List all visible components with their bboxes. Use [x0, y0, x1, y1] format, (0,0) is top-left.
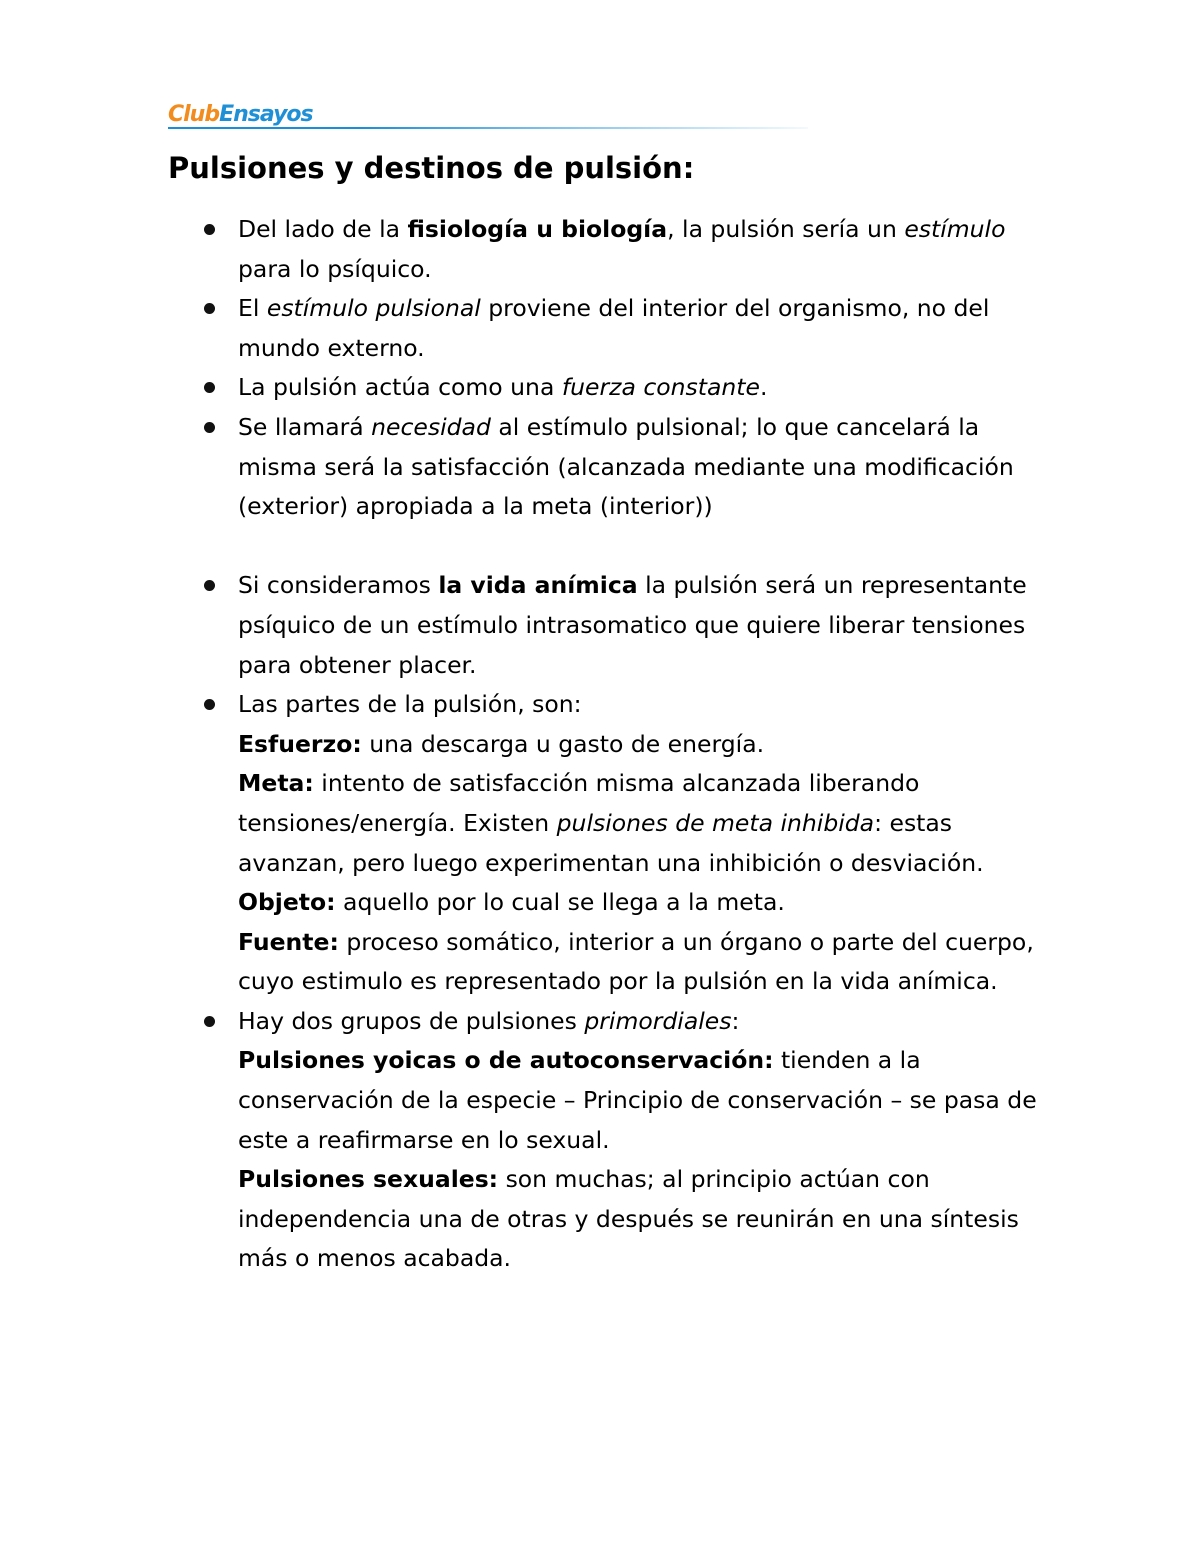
logo-part-ensayos: Ensayos — [219, 102, 313, 127]
list-item: Las partes de la pulsión, son: Esfuerzo: una descarga u gasto de energía. Meta: intento de satisfacción misma alcanzada liberando tensiones/energía. Existen pulsiones de meta inhibida: estas avanzan, pero luego experimentan una inhibición o desviación. Objeto: aquello por lo cual se llega a la meta. Fuente: proceso somático, interior a un órgano o parte del cuerpo, cuyo estimulo es representado por la pulsión en la vida anímica. — [238, 685, 1038, 1002]
list-item: El estímulo pulsional proviene del interior del organismo, no del mundo externo. — [238, 289, 1038, 368]
part-meta: Meta: intento de satisfacción misma alcanzada liberando tensiones/energía. Existen pulsiones de meta inhibida: estas avanzan, pero luego experimentan una inhibición o desviación. — [238, 769, 984, 877]
list-item: Si consideramos la vida anímica la pulsión será un representante psíquico de un estímulo intrasomatico que quiere liberar tensiones para obtener placer. — [238, 566, 1038, 685]
list-item: Del lado de la fisiología u biología, la pulsión sería un estímulo para lo psíquico. — [238, 210, 1038, 289]
part-esfuerzo: Esfuerzo: una descarga u gasto de energía. — [238, 729, 765, 758]
document-title: Pulsiones y destinos de pulsión: — [168, 151, 695, 185]
clubensayos-logo — [168, 100, 313, 130]
list-item: Hay dos grupos de pulsiones primordiales: Pulsiones yoicas o de autoconservación: tienden a la conservación de la especie – Principio de conservación – se pasa de este a reafirmarse en lo sexual. Pulsiones sexuales: son muchas; al principio actúan con independencia una de otras y después se reunirán en una síntesis más o menos acabada. — [238, 1002, 1038, 1279]
list-item: Se llamará necesidad al estímulo pulsional; lo que cancelará la misma será la satisfacción (alcanzada mediante una modificación (exterior) apropiada a la meta (interior)) — [238, 408, 1038, 527]
group-yoicas: Pulsiones yoicas o de autoconservación: tienden a la conservación de la especie – Principio de conservación – se pasa de este a reafirmarse en lo sexual. — [238, 1046, 1037, 1154]
list-item: La pulsión actúa como una fuerza constante. — [238, 368, 1038, 408]
group-sexuales: Pulsiones sexuales: son muchas; al principio actúan con independencia una de otras y después se reunirán en una síntesis más o menos acabada. — [238, 1165, 1019, 1273]
blank-line — [238, 527, 1038, 567]
part-objeto: Objeto: aquello por lo cual se llega a la meta. — [238, 888, 785, 917]
part-fuente: Fuente: proceso somático, interior a un órgano o parte del cuerpo, cuyo estimulo es representado por la pulsión en la vida anímica. — [238, 927, 1034, 996]
bullet-list — [238, 210, 1038, 1279]
logo-part-club: Club — [168, 102, 220, 127]
header-divider — [168, 127, 808, 129]
